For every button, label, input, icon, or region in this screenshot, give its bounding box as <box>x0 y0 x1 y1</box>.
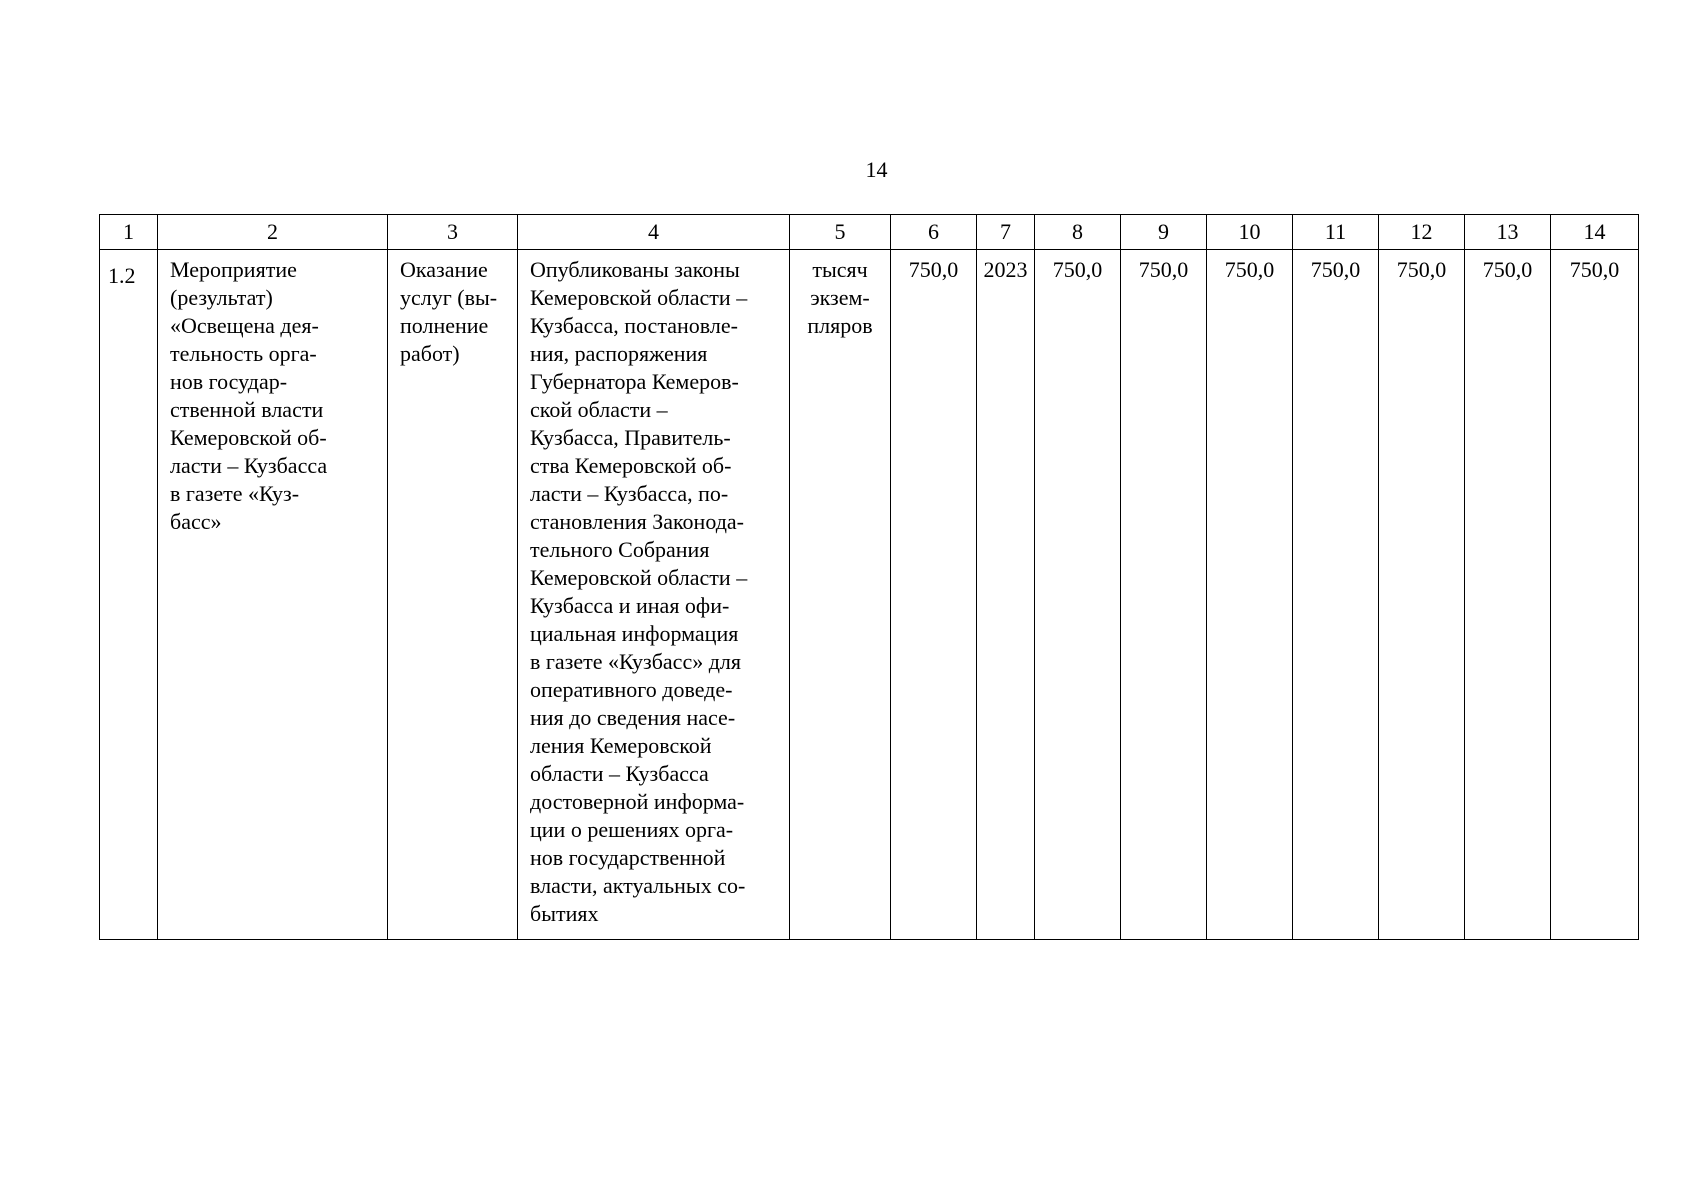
activity-cell <box>158 250 388 940</box>
value-cell <box>1035 250 1121 940</box>
column-header: 2 <box>158 215 388 250</box>
column-header: 14 <box>1551 215 1639 250</box>
column-header: 11 <box>1293 215 1379 250</box>
program-indicators-table <box>99 214 1639 940</box>
row-id-cell <box>100 250 158 940</box>
unit-cell <box>790 250 891 940</box>
value-cell <box>1551 250 1639 940</box>
value: 750,0 <box>1396 257 1447 282</box>
activity-text: Мероприятие (результат) «Освещена дея- тельность орга- нов государ- ственной власти Кемеровской об- ласти – Кузбасса в газете «Куз- басс» <box>170 257 328 534</box>
table-header-row <box>100 215 1639 250</box>
column-header: 10 <box>1207 215 1293 250</box>
base-value-cell <box>891 250 977 940</box>
value-cell <box>1121 250 1207 940</box>
description-text: Опубликованы законы Кемеровской области – Кузбасса, постановле- ния, распоряжения Губернатора Кемеров- ской области – Кузбасса, Правитель- ства Кемеровской об- ласти – Кузбасса, по- становления Законода- тельного Собрания Кемеровской области – Кузбасса и иная офи- циальная информация в газете «Кузбасс» для оперативного доведе- ния до сведения насе- ления Кемеровской области – Кузбасса достоверной информа- ции о решениях орга- нов государственной власти, актуальных со- бытиях <box>530 257 748 926</box>
column-header: 4 <box>518 215 790 250</box>
column-header: 5 <box>790 215 891 250</box>
value-cell <box>1293 250 1379 940</box>
value-cell <box>1465 250 1551 940</box>
value-cell <box>1379 250 1465 940</box>
column-header: 6 <box>891 215 977 250</box>
column-header: 8 <box>1035 215 1121 250</box>
value: 750,0 <box>1569 257 1620 282</box>
description-cell <box>518 250 790 940</box>
base-year: 2023 <box>983 257 1028 282</box>
column-header: 9 <box>1121 215 1207 250</box>
value: 750,0 <box>1138 257 1189 282</box>
page-number: 14 <box>865 157 888 182</box>
column-header: 1 <box>100 215 158 250</box>
type-text: Оказание услуг (вы- полнение работ) <box>400 257 498 366</box>
column-header: 3 <box>388 215 518 250</box>
table-row <box>100 250 1639 940</box>
value: 750,0 <box>1052 257 1103 282</box>
column-header: 7 <box>977 215 1035 250</box>
value: 750,0 <box>1224 257 1275 282</box>
row-id: 1.2 <box>108 263 136 288</box>
column-header: 12 <box>1379 215 1465 250</box>
base-year-cell <box>977 250 1035 940</box>
unit-text: тысяч экзем- пляров <box>807 257 873 338</box>
value: 750,0 <box>1482 257 1533 282</box>
column-header: 13 <box>1465 215 1551 250</box>
base-value: 750,0 <box>908 257 959 282</box>
value: 750,0 <box>1310 257 1361 282</box>
value-cell <box>1207 250 1293 940</box>
type-cell <box>388 250 518 940</box>
